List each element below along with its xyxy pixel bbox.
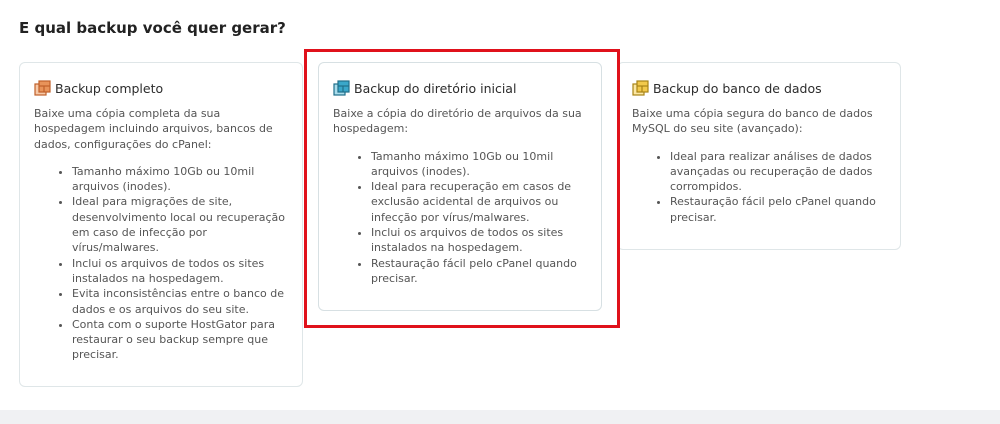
card-header bbox=[632, 80, 886, 97]
list-item: • Ideal para recuperação em casos de exclusão acidental de arquivos ou infecção por vírus/malwares. bbox=[371, 179, 587, 225]
card-header bbox=[333, 80, 587, 97]
list-item: • Inclui os arquivos de todos os sites instalados na hospedagem. bbox=[72, 256, 288, 287]
card-description: Baixe uma cópia completa da sua hospedagem incluindo arquivos, bancos de dados, configurações do cPanel: bbox=[34, 107, 273, 151]
backup-database-icon bbox=[632, 80, 649, 97]
list-item: • Restauração fácil pelo cPanel quando precisar. bbox=[371, 256, 587, 287]
feature-list bbox=[34, 164, 288, 363]
backup-directory-icon bbox=[333, 80, 350, 97]
list-item: • Evita inconsistências entre o banco de dados e os arquivos do seu site. bbox=[72, 286, 288, 317]
list-item: • Tamanho máximo 10Gb ou 10mil arquivos (inodes). bbox=[371, 149, 587, 180]
card-title: Backup completo bbox=[55, 81, 164, 96]
list-item: • Ideal para migrações de site, desenvolvimento local ou recuperação em caso de infecção por vírus/malwares. bbox=[72, 194, 288, 255]
card-description: Baixe a cópia do diretório de arquivos da sua hospedagem: bbox=[333, 107, 582, 136]
list-item: • Conta com o suporte HostGator para restaurar o seu backup sempre que precisar. bbox=[72, 317, 288, 363]
card-title: Backup do diretório inicial bbox=[354, 81, 517, 96]
list-item: • Ideal para realizar análises de dados avançadas ou recuperação de dados corrompidos. bbox=[670, 149, 886, 195]
list-item: • Tamanho máximo 10Gb ou 10mil arquivos (inodes). bbox=[72, 164, 288, 195]
card-header bbox=[34, 80, 288, 97]
footer-bar bbox=[0, 410, 1000, 424]
page-title: E qual backup você quer gerar? bbox=[19, 19, 286, 37]
backup-directory-card[interactable] bbox=[318, 62, 602, 311]
list-item: • Restauração fácil pelo cPanel quando precisar. bbox=[670, 194, 886, 225]
backup-complete-card[interactable] bbox=[19, 62, 303, 387]
feature-list bbox=[333, 149, 587, 287]
card-title: Backup do banco de dados bbox=[653, 81, 822, 96]
backup-database-card[interactable] bbox=[617, 62, 901, 250]
list-item: • Inclui os arquivos de todos os sites instalados na hospedagem. bbox=[371, 225, 587, 256]
card-description: Baixe uma cópia segura do banco de dados MySQL do seu site (avançado): bbox=[632, 107, 873, 136]
backup-complete-icon bbox=[34, 80, 51, 97]
feature-list bbox=[632, 149, 886, 225]
